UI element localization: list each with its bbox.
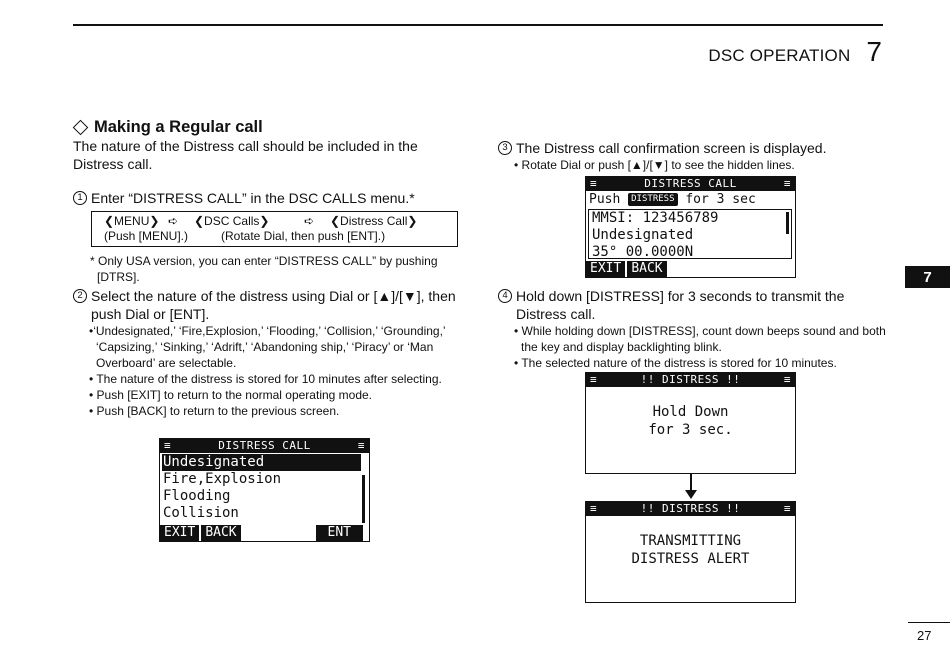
bullet: • Rotate Dial or push [▲]/[▼] to see the hidden lines. — [514, 158, 795, 172]
menu-key: ❮MENU❯ — [104, 214, 160, 228]
step-4 — [498, 287, 888, 323]
step-number-icon: 4 — [498, 289, 512, 303]
distress-alert-line: DISTRESS ALERT — [631, 551, 750, 567]
step-number-icon: 2 — [73, 289, 87, 303]
step-number-icon: 1 — [73, 191, 87, 205]
page-number: 27 — [917, 628, 932, 643]
bullet: • Push [EXIT] to return to the normal operating mode. — [89, 388, 373, 402]
lcd-title-bar: ≡ !! DISTRESS !! ≡ — [586, 502, 795, 516]
distress-key-badge: DISTRESS — [628, 193, 677, 206]
bullet: •‘Undesignated,’ ‘Fire,Explosion,’ ‘Flooding,’ ‘Collision,’ ‘Grounding,’ ‘Capsizing,’ ‘Sinking,’ ‘Adrift,’ ‘Abandoning ship,’ ‘Piracy’ or ‘Man Overboard’ are selectable. — [89, 324, 446, 370]
chapter-tab[interactable]: 7 — [905, 266, 950, 288]
right-column — [498, 139, 888, 173]
diamond-icon — [73, 120, 89, 136]
step-3-text: The Distress call confirmation screen is displayed. — [516, 140, 827, 156]
lcd-title: DISTRESS CALL — [218, 439, 311, 452]
rotate-hint: (Rotate Dial, then push [ENT].) — [221, 229, 386, 243]
lcd-title-bar: ≡ DISTRESS CALL ≡ — [586, 177, 795, 191]
push-line — [586, 191, 795, 208]
top-rule — [73, 24, 883, 26]
right-column-lower — [498, 287, 888, 371]
lcd-title: DISTRESS CALL — [644, 177, 737, 190]
position-line: 35° 00.0000N — [592, 244, 694, 260]
list-item[interactable]: Flooding — [163, 488, 231, 504]
list-item[interactable]: Undesignated — [162, 454, 361, 471]
back-softkey[interactable]: BACK — [627, 261, 666, 277]
push-menu-hint: (Push [MENU].) — [104, 229, 189, 243]
dsc-calls-item: ❮DSC Calls❯ — [194, 214, 270, 228]
footnote: * Only USA version, you can enter “DISTRESS CALL” by pushing [DTRS]. — [90, 254, 438, 284]
bullet: • The selected nature of the distress is stored for 10 minutes. — [514, 356, 837, 370]
step-3 — [498, 139, 888, 157]
chapter-number: 7 — [866, 36, 882, 67]
step-2 — [73, 287, 458, 323]
for-sec-label: for 3 sec — [685, 192, 756, 207]
list-item[interactable]: Collision — [163, 505, 239, 521]
back-softkey[interactable]: BACK — [201, 525, 240, 541]
bullet: • Push [BACK] to return to the previous screen. — [89, 404, 340, 418]
scrollbar[interactable] — [786, 212, 789, 234]
softkeys — [160, 525, 369, 541]
for-3-sec-line: for 3 sec. — [648, 422, 733, 438]
distress-call-item: ❮Distress Call❯ — [330, 214, 418, 228]
scrollbar[interactable] — [362, 475, 365, 523]
bullet: • While holding down [DISTRESS], count down beeps sound and both the key and display backlighting blink. — [514, 324, 886, 354]
arrow-down-icon — [685, 490, 697, 499]
menu-path-box — [91, 211, 458, 247]
lcd-title-bar: ≡ !! DISTRESS !! ≡ — [586, 373, 795, 387]
step-1-text: Enter “DISTRESS CALL” in the DSC CALLS menu.* — [91, 190, 415, 206]
mmsi-line: MMSI: 123456789 — [592, 210, 719, 226]
section-title: DSC OPERATION — [708, 46, 851, 65]
ent-softkey[interactable]: ENT — [316, 525, 363, 541]
hold-down-line: Hold Down — [652, 404, 729, 420]
step-1 — [73, 189, 458, 207]
lcd-hold-down — [585, 372, 796, 474]
running-head — [708, 36, 882, 68]
lcd-distress-confirmation — [585, 176, 796, 278]
transmitting-line: TRANSMITTING — [639, 533, 742, 549]
lcd-transmitting — [585, 501, 796, 603]
left-column — [73, 118, 458, 419]
exit-softkey[interactable]: EXIT — [586, 261, 625, 277]
section-heading — [73, 118, 458, 137]
lcd-title: !! DISTRESS !! — [640, 373, 741, 386]
exit-softkey[interactable]: EXIT — [160, 525, 199, 541]
bullet: • The nature of the distress is stored for 10 minutes after selecting. — [89, 372, 442, 386]
lcd-title: !! DISTRESS !! — [640, 502, 741, 515]
lcd-distress-call-list — [159, 438, 370, 542]
softkeys — [586, 261, 669, 277]
info-box — [588, 209, 792, 259]
nature-line: Undesignated — [592, 227, 694, 243]
lcd-title-bar: ≡ DISTRESS CALL ≡ — [160, 439, 369, 453]
step-2-text: Select the nature of the distress using Dial or [▲]/[▼], then push Dial or [ENT]. — [91, 288, 456, 322]
arrow-icon: ➪ — [168, 214, 179, 228]
list-item[interactable]: Fire,Explosion — [163, 471, 282, 487]
page-rule — [908, 622, 950, 623]
intro-text: The nature of the Distress call should be included in the Distress call. — [73, 138, 418, 172]
arrow-icon: ➪ — [304, 214, 315, 228]
heading-text: Making a Regular call — [94, 118, 263, 136]
push-label: Push — [589, 192, 621, 207]
step-number-icon: 3 — [498, 141, 512, 155]
step-4-text: Hold down [DISTRESS] for 3 seconds to transmit the Distress call. — [516, 288, 845, 322]
